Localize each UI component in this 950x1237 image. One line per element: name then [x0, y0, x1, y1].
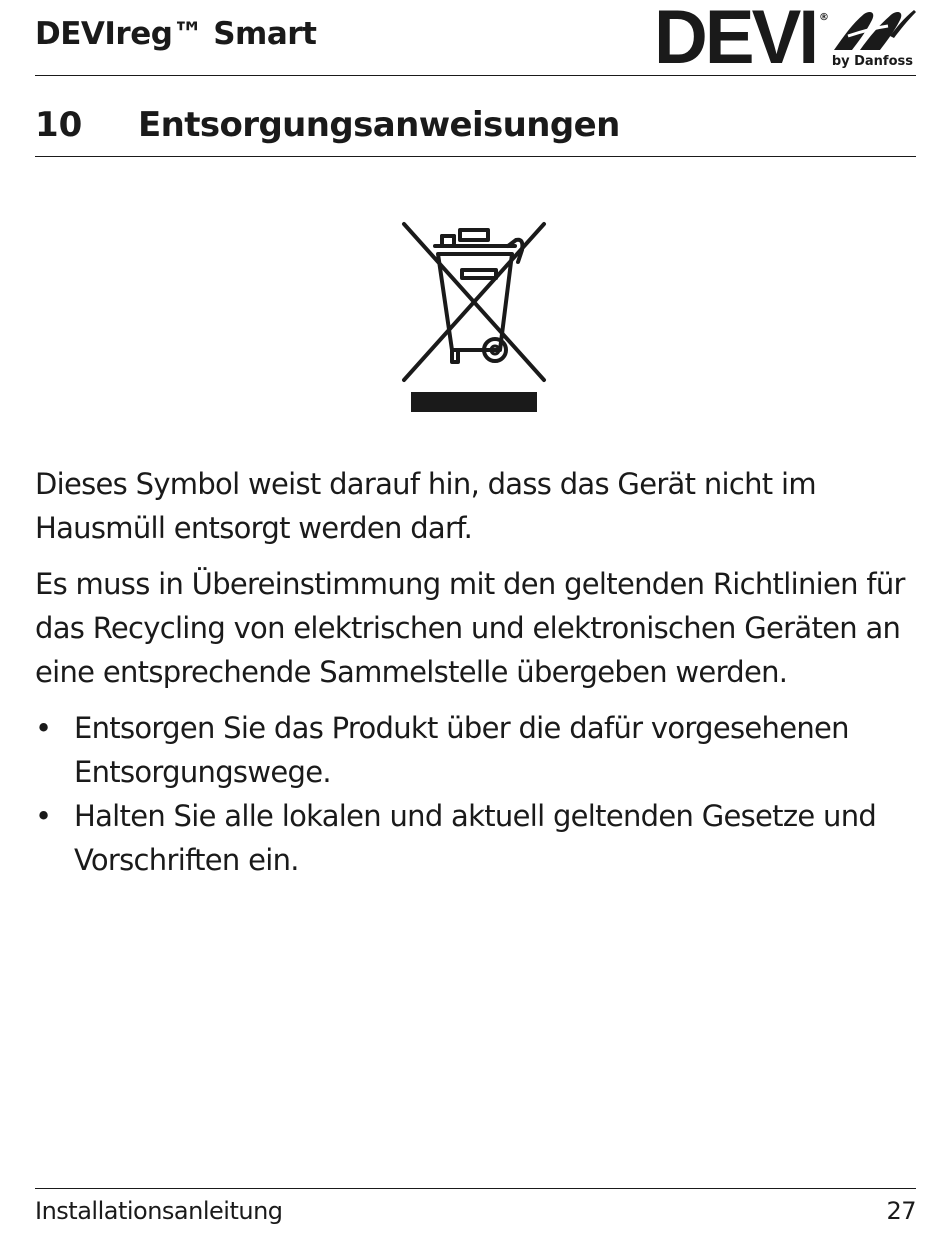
- section-number: 10: [35, 105, 83, 145]
- devi-wave-icon: [830, 6, 916, 54]
- bullet-marker: •: [35, 799, 52, 833]
- section-title: Entsorgungsanweisungen: [138, 105, 620, 145]
- paragraph-2: Es muss in Übereinstimmung mit den geltenden Richtlinien für das Recycling von elektrischen und elektronischen Geräten an eine entsprechende Sammelstelle übergeben werden.: [35, 567, 905, 689]
- section-heading: [35, 100, 916, 157]
- list-item: [35, 794, 916, 882]
- instruction-list: [35, 706, 916, 882]
- page-header: [35, 0, 916, 80]
- crossed-out-wheelie-bin-icon: [398, 218, 550, 414]
- devi-logo: [654, 0, 916, 80]
- list-item: [35, 706, 916, 794]
- paragraph-1: Dieses Symbol weist darauf hin, dass das Gerät nicht im Hausmüll entsorgt werden darf.: [35, 467, 816, 545]
- body-text: [35, 462, 916, 882]
- document-type: Installationsanleitung: [35, 1197, 283, 1225]
- logo-byline: by Danfoss: [831, 54, 913, 69]
- bullet-marker: •: [35, 711, 52, 745]
- page-footer: [35, 1188, 916, 1237]
- logo-brand-text: DEVI: [654, 0, 817, 80]
- list-item-text: Halten Sie alle lokalen und aktuell geltenden Gesetze und Vorschriften ein.: [74, 799, 877, 877]
- page-number: 27: [886, 1197, 916, 1225]
- product-title: DEVIreg™ Smart: [35, 16, 317, 52]
- list-item-text: Entsorgen Sie das Produkt über die dafür vorgesehenen Entsorgungswege.: [74, 711, 849, 789]
- registered-mark: ®: [819, 12, 829, 23]
